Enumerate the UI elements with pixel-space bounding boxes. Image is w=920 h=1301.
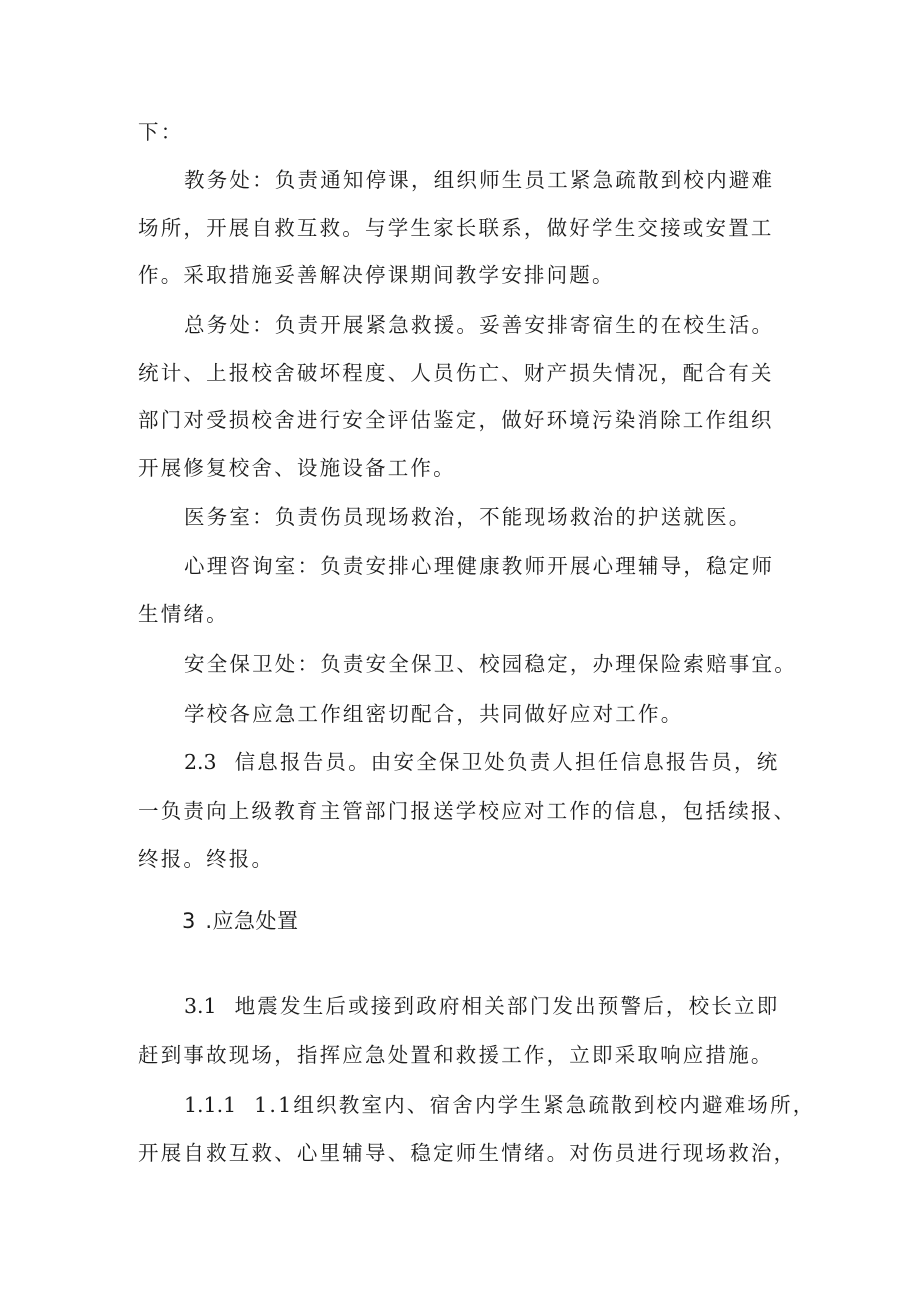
paragraph-line: 开展修复校舍、设施设备工作。 <box>138 456 456 480</box>
item-number: 3.1 <box>184 994 217 1018</box>
paragraph-line: 下： <box>138 120 184 144</box>
paragraph-line: 一负责向上级教育主管部门报送学校应对工作的信息，包括续报、 <box>138 799 797 823</box>
paragraph-line: 统计、上报校舍破坏程度、人员伤亡、财产损失情况，配合有关 <box>138 361 774 385</box>
paragraph-line: 场所，开展自救互救。与学生家长联系，做好学生交接或安置工 <box>138 216 774 240</box>
paragraph-line: 总务处：负责开展紧急救援。妥善安排寄宿生的在校生活。 <box>184 313 775 337</box>
section-number: 3 <box>182 909 196 933</box>
paragraph-text: 地震发生后或接到政府相关部门发出预警后，校长立即 <box>234 994 780 1018</box>
paragraph-line <box>184 750 779 774</box>
paragraph-line: 心理咨询室：负责安排心理健康教师开展心理辅导，稳定师 <box>184 554 775 578</box>
paragraph-line: 安全保卫处：负责安全保卫、校园稳定，办理保险索赔事宜。 <box>184 652 797 676</box>
item-number: 1.1.1 <box>184 1093 237 1117</box>
paragraph-line: 教务处：负责通知停课，组织师生员工紧急疏散到校内避难 <box>184 168 775 192</box>
paragraph-line <box>184 994 779 1018</box>
paragraph-line: 学校各应急工作组密切配合，共同做好应对工作。 <box>184 702 684 726</box>
paragraph-line: 作。采取措施妥善解决停课期间教学安排问题。 <box>138 263 615 287</box>
paragraph-line: 医务室：负责伤员现场救治，不能现场救治的护送就医。 <box>184 505 752 529</box>
paragraph-text: 1.1组织教室内、宿舍内学生紧急疏散到校内避难场所， <box>254 1093 816 1117</box>
section-title: .应急处置 <box>205 909 299 933</box>
paragraph-line: 终报。终报。 <box>138 847 275 871</box>
paragraph-line: 赶到事故现场，指挥应急处置和救援工作，立即采取响应措施。 <box>138 1043 774 1067</box>
section-heading <box>182 908 299 934</box>
paragraph-line: 部门对受损校舍进行安全评估鉴定，做好环境污染消除工作组织 <box>138 408 774 432</box>
paragraph-line <box>184 1093 815 1117</box>
paragraph-line: 生情绪。 <box>138 602 229 626</box>
item-number: 2.3 <box>184 750 217 774</box>
paragraph-text: 信息报告员。由安全保卫处负责人担任信息报告员，统 <box>234 750 780 774</box>
paragraph-line: 开展自救互救、心里辅导、稳定师生情绪。对伤员进行现场救治， <box>138 1141 797 1165</box>
